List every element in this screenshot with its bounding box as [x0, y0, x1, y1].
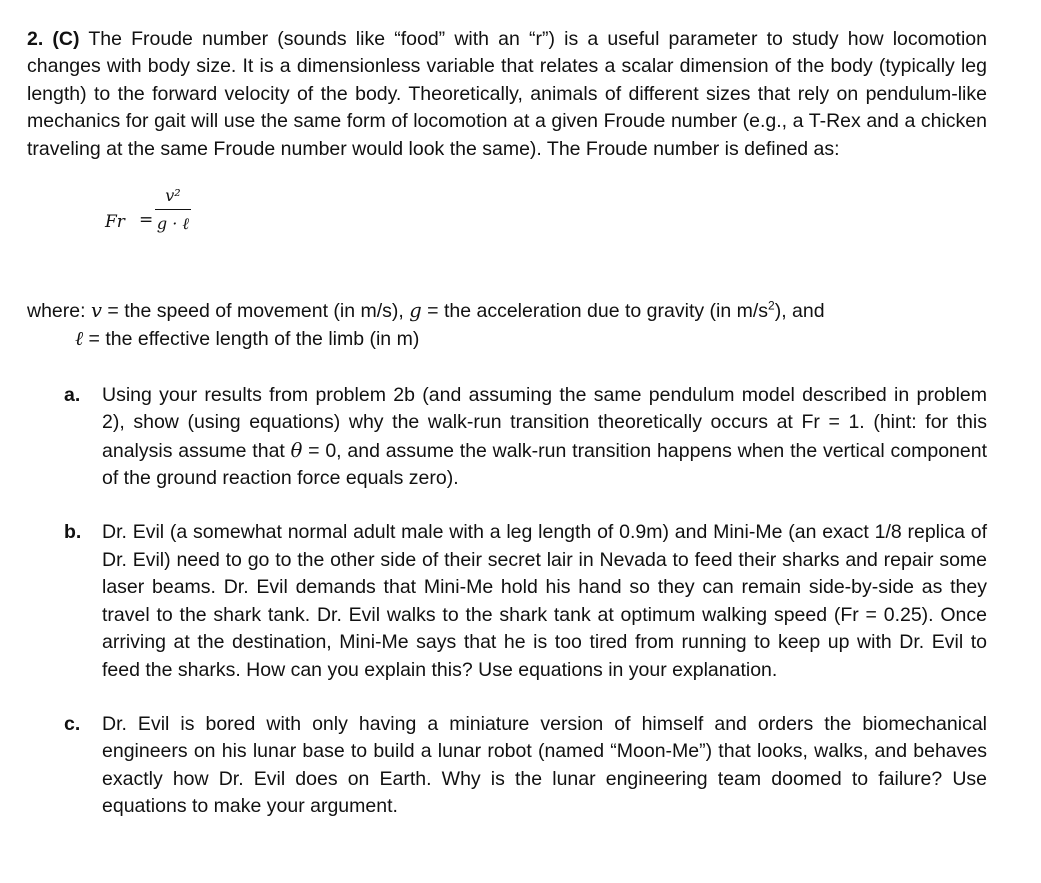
- g-symbol: g: [409, 299, 422, 323]
- item-a-text-1: Using your results from problem 2b (and assuming the same pendulum model described in problem 2), show (using equations) why the walk-run transition theoretically occurs at Fr = 1. (hint: for this analysis assume that: [102, 383, 987, 462]
- item-b-label: b.: [64, 521, 82, 544]
- theta-symbol: θ: [290, 438, 303, 462]
- item-a-text-2: = 0, and assume the walk-run transition happens when the vertical component of the ground reaction force equals zero).: [102, 439, 987, 490]
- formula-lhs: Fr: [105, 212, 125, 233]
- item-c-label: c.: [64, 712, 81, 735]
- formula-numerator: v²: [165, 186, 181, 206]
- l-definition: = the effective length of the limb (in m): [83, 328, 420, 351]
- item-b-text: Dr. Evil (a somewhat normal adult male with a leg length of 0.9m) and Mini-Me (an exact 1/8 replica of Dr. Evil) need to go to the other side of their secret lair in Nevada to feed their sharks and repair some laser beams. Dr. Evil demands that Mini-Me hold his hand so they can remain side-by-side as they travel to the shark tank. Dr. Evil walks to the shark tank at optimum walking speed (Fr = 0.25). Once arriving at the destination, Mini-Me says that he is too tired from running to keep up with Dr. Evil to feed the sharks. How can you explain this? Use equations in your explanation.: [102, 521, 987, 681]
- item-c-text: Dr. Evil is bored with only having a miniature version of himself and orders the biomechanical engineers on his lunar base to build a lunar robot (named “Moon-Me”) that looks, walks, and behaves exactly how Dr. Evil does on Earth. Why is the lunar engineering team doomed to failure? Use equations to make your argument.: [102, 712, 987, 818]
- v-symbol: v: [90, 299, 102, 323]
- v-definition: = the speed of movement (in m/s),: [101, 300, 410, 323]
- fraction-bar: [155, 209, 191, 210]
- froude-formula: [27, 183, 987, 273]
- problem-number: 2. (C): [27, 28, 80, 50]
- l-symbol: ℓ: [75, 327, 84, 351]
- item-b: [27, 519, 987, 683]
- problem-intro: [27, 26, 987, 163]
- item-a-label: a.: [64, 383, 81, 406]
- problem-page: [27, 26, 987, 821]
- g-tail: ), and: [774, 300, 825, 323]
- g-definition: = the acceleration due to gravity (in m/s: [421, 300, 769, 323]
- where-prefix: where:: [27, 300, 91, 323]
- formula-fraction: [155, 185, 191, 234]
- item-c: [27, 711, 987, 821]
- formula-denominator: g · ℓ: [156, 214, 190, 234]
- where-line-2: [27, 325, 987, 353]
- formula-equals: =: [139, 210, 154, 231]
- where-line-1: [27, 297, 987, 325]
- item-a-text: [102, 382, 987, 493]
- item-a: [27, 382, 987, 493]
- g-exponent: 2: [768, 298, 775, 313]
- problem-intro-text: The Froude number (sounds like “food” with an “r”) is a useful parameter to study how locomotion changes with body size. It is a dimensionless variable that relates a scalar dimension of the body (typically leg length) to the forward velocity of the body. Theoretically, animals of different sizes that rely on pendulum-like mechanics for gait will use the same form of locomotion at a given Froude number (e.g., a T-Rex and a chicken traveling at the same Froude number would look the same). The Froude number is defined as:: [27, 28, 987, 160]
